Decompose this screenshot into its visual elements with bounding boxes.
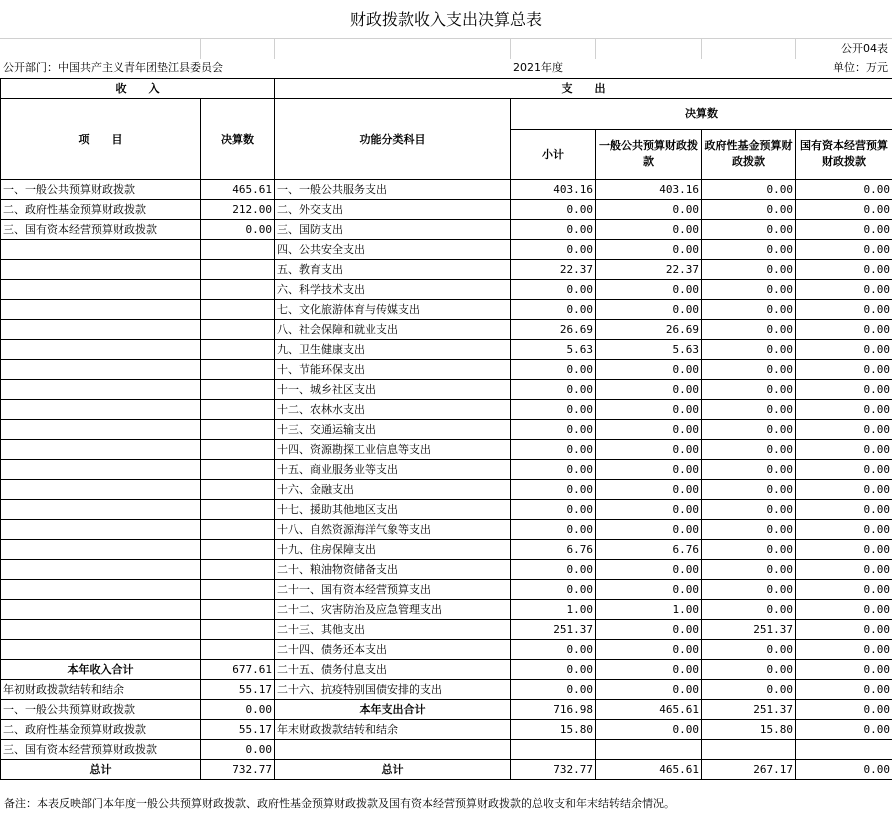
state-capital-value: 0.00 <box>796 460 892 480</box>
income-amount: 0.00 <box>201 220 275 240</box>
general-value: 403.16 <box>596 180 702 200</box>
state-capital-value: 0.00 <box>796 580 892 600</box>
income-item <box>1 340 201 360</box>
state-capital-value: 0.00 <box>796 260 892 280</box>
gov-fund-value: 0.00 <box>702 240 796 260</box>
gov-fund-value: 0.00 <box>702 660 796 680</box>
expense-item: 总计 <box>275 760 511 780</box>
income-item: 一、一般公共预算财政拨款 <box>1 700 201 720</box>
expense-item: 二十一、国有资本经营预算支出 <box>275 580 511 600</box>
table-row <box>1 520 892 540</box>
gov-fund-value: 0.00 <box>702 220 796 240</box>
state-capital-value: 0.00 <box>796 540 892 560</box>
state-capital-header: 国有资本经营预算财政拨款 <box>796 129 892 179</box>
general-value: 0.00 <box>596 500 702 520</box>
func-header: 功能分类科目 <box>275 99 511 180</box>
expense-item: 二十二、灾害防治及应急管理支出 <box>275 600 511 620</box>
income-item <box>1 240 201 260</box>
income-amount <box>201 480 275 500</box>
income-item: 总计 <box>1 760 201 780</box>
state-capital-value: 0.00 <box>796 400 892 420</box>
subtotal-value: 0.00 <box>511 520 596 540</box>
income-item <box>1 620 201 640</box>
subtotal-value: 0.00 <box>511 220 596 240</box>
table-row <box>1 720 892 740</box>
general-value: 0.00 <box>596 720 702 740</box>
subtotal-value: 0.00 <box>511 460 596 480</box>
general-value: 22.37 <box>596 260 702 280</box>
gov-fund-value: 0.00 <box>702 460 796 480</box>
general-value: 0.00 <box>596 420 702 440</box>
page-title: 财政拨款收入支出决算总表 <box>349 10 542 29</box>
income-item <box>1 540 201 560</box>
state-capital-value: 0.00 <box>796 480 892 500</box>
expense-item: 十九、住房保障支出 <box>275 540 511 560</box>
general-value: 0.00 <box>596 520 702 540</box>
income-item: 二、政府性基金预算财政拨款 <box>1 200 201 220</box>
state-capital-value: 0.00 <box>796 560 892 580</box>
year-label: 2021年度 <box>513 61 563 74</box>
expense-item <box>275 740 511 760</box>
gov-fund-value: 0.00 <box>702 600 796 620</box>
income-amount <box>201 560 275 580</box>
subtotal-value: 15.80 <box>511 720 596 740</box>
table-row <box>1 580 892 600</box>
general-value: 0.00 <box>596 220 702 240</box>
state-capital-value: 0.00 <box>796 380 892 400</box>
income-amount: 465.61 <box>201 180 275 200</box>
gov-fund-value: 0.00 <box>702 340 796 360</box>
expense-item: 本年支出合计 <box>275 700 511 720</box>
income-amount <box>201 340 275 360</box>
subtotal-value: 0.00 <box>511 200 596 220</box>
income-amount <box>201 440 275 460</box>
general-header: 一般公共预算财政拨款 <box>596 129 702 179</box>
general-value: 0.00 <box>596 560 702 580</box>
income-item <box>1 260 201 280</box>
subtotal-value: 0.00 <box>511 580 596 600</box>
subtotal-value: 732.77 <box>511 760 596 780</box>
income-amount <box>201 260 275 280</box>
general-value: 0.00 <box>596 640 702 660</box>
income-item <box>1 520 201 540</box>
gov-fund-value: 251.37 <box>702 620 796 640</box>
income-amount: 55.17 <box>201 720 275 740</box>
expense-item: 五、教育支出 <box>275 260 511 280</box>
expense-item: 三、国防支出 <box>275 220 511 240</box>
income-amount <box>201 520 275 540</box>
gov-fund-value: 0.00 <box>702 380 796 400</box>
income-amount <box>201 300 275 320</box>
expense-item: 一、一般公共服务支出 <box>275 180 511 200</box>
income-item <box>1 280 201 300</box>
subtotal-value: 0.00 <box>511 240 596 260</box>
gov-fund-value: 267.17 <box>702 760 796 780</box>
income-amount <box>201 320 275 340</box>
income-item <box>1 380 201 400</box>
gov-fund-value: 0.00 <box>702 680 796 700</box>
income-item <box>1 480 201 500</box>
income-item <box>1 460 201 480</box>
table-row <box>1 420 892 440</box>
gov-fund-value: 251.37 <box>702 700 796 720</box>
state-capital-value: 0.00 <box>796 180 892 200</box>
expense-item: 十、节能环保支出 <box>275 360 511 380</box>
gov-fund-value: 0.00 <box>702 640 796 660</box>
income-item <box>1 500 201 520</box>
final-header: 决算数 <box>511 99 892 130</box>
income-item <box>1 360 201 380</box>
gov-fund-value: 0.00 <box>702 560 796 580</box>
state-capital-value: 0.00 <box>796 520 892 540</box>
gov-fund-value: 0.00 <box>702 400 796 420</box>
table-row <box>1 300 892 320</box>
state-capital-value: 0.00 <box>796 640 892 660</box>
expense-item: 四、公共安全支出 <box>275 240 511 260</box>
gov-fund-value <box>702 740 796 760</box>
income-item <box>1 440 201 460</box>
subtotal-value: 403.16 <box>511 180 596 200</box>
state-capital-value: 0.00 <box>796 200 892 220</box>
general-value: 0.00 <box>596 680 702 700</box>
subtotal-value: 6.76 <box>511 540 596 560</box>
subtotal-value: 0.00 <box>511 440 596 460</box>
expense-header: 支 出 <box>275 79 892 99</box>
income-item: 一、一般公共预算财政拨款 <box>1 180 201 200</box>
subtotal-value: 26.69 <box>511 320 596 340</box>
state-capital-value: 0.00 <box>796 760 892 780</box>
income-item <box>1 580 201 600</box>
table-row <box>1 700 892 720</box>
income-item: 二、政府性基金预算财政拨款 <box>1 720 201 740</box>
table-row <box>1 380 892 400</box>
table-row <box>1 360 892 380</box>
state-capital-value: 0.00 <box>796 220 892 240</box>
gov-fund-value: 0.00 <box>702 200 796 220</box>
subtotal-value: 0.00 <box>511 280 596 300</box>
table-row <box>1 280 892 300</box>
subtotal-value <box>511 740 596 760</box>
subtotal-value: 0.00 <box>511 660 596 680</box>
subtotal-value: 0.00 <box>511 640 596 660</box>
table-row <box>1 220 892 240</box>
table-row <box>1 460 892 480</box>
income-header: 收 入 <box>1 79 275 99</box>
subtotal-value: 0.00 <box>511 420 596 440</box>
expense-item: 十六、金融支出 <box>275 480 511 500</box>
table-row <box>1 640 892 660</box>
gov-fund-value: 0.00 <box>702 180 796 200</box>
table-row <box>1 180 892 200</box>
income-item <box>1 400 201 420</box>
income-item <box>1 300 201 320</box>
table-row <box>1 500 892 520</box>
state-capital-value: 0.00 <box>796 420 892 440</box>
table-row <box>1 740 892 760</box>
expense-item: 二十、粮油物资储备支出 <box>275 560 511 580</box>
income-item: 三、国有资本经营预算财政拨款 <box>1 740 201 760</box>
income-item <box>1 600 201 620</box>
gov-fund-value: 0.00 <box>702 480 796 500</box>
table-row <box>1 760 892 780</box>
general-value: 0.00 <box>596 240 702 260</box>
expense-item: 八、社会保障和就业支出 <box>275 320 511 340</box>
income-amount: 0.00 <box>201 740 275 760</box>
general-value: 465.61 <box>596 700 702 720</box>
table-row <box>1 620 892 640</box>
subtotal-value: 5.63 <box>511 340 596 360</box>
table-row <box>1 440 892 460</box>
general-value: 0.00 <box>596 280 702 300</box>
item-header: 项 目 <box>1 99 201 180</box>
state-capital-value: 0.00 <box>796 280 892 300</box>
general-value: 0.00 <box>596 300 702 320</box>
income-amount <box>201 240 275 260</box>
gov-fund-value: 0.00 <box>702 580 796 600</box>
income-amount <box>201 420 275 440</box>
state-capital-value: 0.00 <box>796 500 892 520</box>
state-capital-value: 0.00 <box>796 700 892 720</box>
expense-item: 九、卫生健康支出 <box>275 340 511 360</box>
income-amount <box>201 580 275 600</box>
gov-fund-value: 0.00 <box>702 540 796 560</box>
general-value: 0.00 <box>596 580 702 600</box>
expense-item: 年末财政拨款结转和结余 <box>275 720 511 740</box>
income-amount <box>201 620 275 640</box>
form-number: 公开04表 <box>841 42 888 55</box>
income-item <box>1 320 201 340</box>
expense-item: 六、科学技术支出 <box>275 280 511 300</box>
expense-item: 十一、城乡社区支出 <box>275 380 511 400</box>
gov-fund-value: 0.00 <box>702 320 796 340</box>
state-capital-value: 0.00 <box>796 440 892 460</box>
general-value <box>596 740 702 760</box>
income-item: 本年收入合计 <box>1 660 201 680</box>
general-value: 0.00 <box>596 480 702 500</box>
income-amount: 212.00 <box>201 200 275 220</box>
subtotal-value: 1.00 <box>511 600 596 620</box>
state-capital-value: 0.00 <box>796 720 892 740</box>
gov-fund-value: 0.00 <box>702 520 796 540</box>
table-row <box>1 400 892 420</box>
income-amount: 0.00 <box>201 700 275 720</box>
income-amount: 677.61 <box>201 660 275 680</box>
state-capital-value: 0.00 <box>796 340 892 360</box>
state-capital-value: 0.00 <box>796 660 892 680</box>
expense-item: 二十四、债务还本支出 <box>275 640 511 660</box>
general-value: 0.00 <box>596 460 702 480</box>
income-item <box>1 640 201 660</box>
general-value: 1.00 <box>596 600 702 620</box>
department-label: 公开部门：中国共产主义青年团垫江县委员会 <box>3 61 223 74</box>
general-value: 5.63 <box>596 340 702 360</box>
state-capital-value: 0.00 <box>796 320 892 340</box>
gov-fund-value: 0.00 <box>702 360 796 380</box>
general-value: 0.00 <box>596 620 702 640</box>
subtotal-value: 0.00 <box>511 300 596 320</box>
state-capital-value: 0.00 <box>796 680 892 700</box>
expense-item: 七、文化旅游体育与传媒支出 <box>275 300 511 320</box>
subtotal-value: 716.98 <box>511 700 596 720</box>
expense-item: 十八、自然资源海洋气象等支出 <box>275 520 511 540</box>
gov-fund-value: 0.00 <box>702 280 796 300</box>
unit-label: 单位：万元 <box>833 61 888 74</box>
expense-item: 二十六、抗疫特别国债安排的支出 <box>275 680 511 700</box>
table-row <box>1 200 892 220</box>
table-row <box>1 600 892 620</box>
income-amount <box>201 600 275 620</box>
state-capital-value: 0.00 <box>796 360 892 380</box>
general-value: 0.00 <box>596 200 702 220</box>
gov-fund-value: 0.00 <box>702 420 796 440</box>
table-row <box>1 660 892 680</box>
header-grid <box>0 38 892 59</box>
table-row <box>1 560 892 580</box>
income-item <box>1 560 201 580</box>
table-row <box>1 480 892 500</box>
state-capital-value <box>796 740 892 760</box>
table-row <box>1 680 892 700</box>
expense-item: 二十三、其他支出 <box>275 620 511 640</box>
general-value: 0.00 <box>596 360 702 380</box>
general-value: 465.61 <box>596 760 702 780</box>
table-row <box>1 340 892 360</box>
expense-item: 二、外交支出 <box>275 200 511 220</box>
subtotal-value: 22.37 <box>511 260 596 280</box>
general-value: 26.69 <box>596 320 702 340</box>
gov-fund-value: 0.00 <box>702 440 796 460</box>
gov-fund-value: 0.00 <box>702 300 796 320</box>
gov-fund-header: 政府性基金预算财政拨款 <box>702 129 796 179</box>
table-row <box>1 240 892 260</box>
expense-item: 十二、农林水支出 <box>275 400 511 420</box>
general-value: 0.00 <box>596 440 702 460</box>
income-amount <box>201 280 275 300</box>
subtotal-value: 0.00 <box>511 480 596 500</box>
amount-header: 决算数 <box>201 99 275 180</box>
footnote: 备注：本表反映部门本年度一般公共预算财政拨款、政府性基金预算财政拨款及国有资本经营预算财政拨款的总收支和年末结转结余情况。 <box>4 797 675 810</box>
expense-item: 十四、资源勘探工业信息等支出 <box>275 440 511 460</box>
state-capital-value: 0.00 <box>796 600 892 620</box>
subtotal-value: 251.37 <box>511 620 596 640</box>
income-amount <box>201 360 275 380</box>
income-amount: 732.77 <box>201 760 275 780</box>
income-amount <box>201 540 275 560</box>
table-row <box>1 260 892 280</box>
income-amount <box>201 640 275 660</box>
income-amount <box>201 380 275 400</box>
state-capital-value: 0.00 <box>796 300 892 320</box>
subtotal-value: 0.00 <box>511 560 596 580</box>
gov-fund-value: 15.80 <box>702 720 796 740</box>
subtotal-value: 0.00 <box>511 380 596 400</box>
income-amount <box>201 500 275 520</box>
table-row <box>1 320 892 340</box>
gov-fund-value: 0.00 <box>702 500 796 520</box>
expense-item: 十七、援助其他地区支出 <box>275 500 511 520</box>
gov-fund-value: 0.00 <box>702 260 796 280</box>
general-value: 0.00 <box>596 660 702 680</box>
subtotal-value: 0.00 <box>511 360 596 380</box>
expense-item: 二十五、债务付息支出 <box>275 660 511 680</box>
subtotal-value: 0.00 <box>511 500 596 520</box>
income-item: 三、国有资本经营预算财政拨款 <box>1 220 201 240</box>
general-value: 0.00 <box>596 400 702 420</box>
state-capital-value: 0.00 <box>796 240 892 260</box>
income-amount <box>201 400 275 420</box>
general-value: 0.00 <box>596 380 702 400</box>
subtotal-value: 0.00 <box>511 680 596 700</box>
income-item: 年初财政拨款结转和结余 <box>1 680 201 700</box>
state-capital-value: 0.00 <box>796 620 892 640</box>
expense-item: 十三、交通运输支出 <box>275 420 511 440</box>
income-item <box>1 420 201 440</box>
subtotal-header: 小计 <box>511 129 596 179</box>
income-amount <box>201 460 275 480</box>
budget-table <box>0 78 892 780</box>
table-row <box>1 540 892 560</box>
expense-item: 十五、商业服务业等支出 <box>275 460 511 480</box>
subtotal-value: 0.00 <box>511 400 596 420</box>
general-value: 6.76 <box>596 540 702 560</box>
income-amount: 55.17 <box>201 680 275 700</box>
